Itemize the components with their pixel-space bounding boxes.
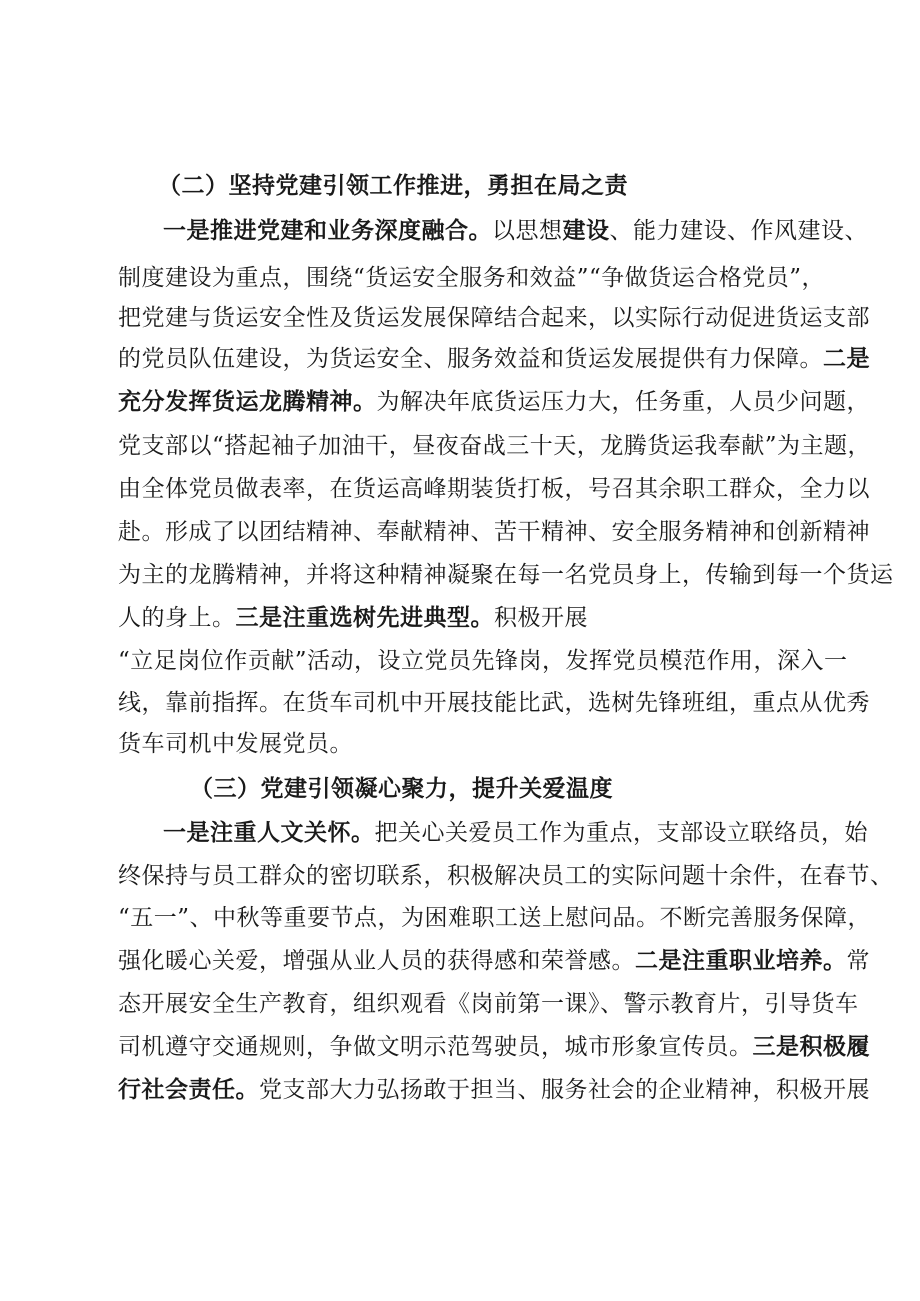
section-2-heading: （二）坚持党建引领工作推进，勇担在局之责 bbox=[158, 172, 628, 199]
text-run: 的党员队伍建设，为货运安全、服务效益和货运发展提供有力保障。 bbox=[118, 346, 823, 372]
paragraph-line bbox=[163, 215, 868, 247]
text-run: 为主的龙腾精神，并将这种精神凝聚在每一名党员身上，传输到每一个货运 bbox=[118, 562, 894, 588]
text-run: “立足岗位作贡献”活动，设立党员先锋岗，发挥党员模范作用，深入一 bbox=[118, 648, 848, 674]
text-run: 把党建与货运安全性及货运发展保障结合起来，以实际行动促进货运支部 bbox=[118, 305, 870, 331]
text-run: 货车司机中发展党员。 bbox=[118, 731, 353, 757]
text-run: 司机遵守交通规则，争做文明示范驾驶员，城市形象宣传员。 bbox=[118, 1034, 753, 1060]
paragraph-line bbox=[118, 430, 871, 462]
text-run: 由全体党员做表率，在货运高峰期装货打板，号召其余职工群众，全力以 bbox=[118, 476, 870, 502]
paragraph-line bbox=[163, 817, 868, 849]
paragraph-line bbox=[118, 687, 870, 719]
bold-run: 一是注重人文关怀。 bbox=[163, 819, 375, 846]
bold-run: 一是推进党建和业务深度融合。 bbox=[163, 217, 492, 244]
text-run: “五一”、中秋等重要节点，为困难职工送上慰问品。不断完善服务保障， bbox=[118, 905, 872, 931]
bold-run: 三是积极履 bbox=[752, 1033, 870, 1060]
text-run: 人的身上。 bbox=[118, 605, 236, 631]
bold-run: 二是 bbox=[823, 345, 870, 372]
paragraph-line bbox=[118, 559, 894, 591]
paragraph-line bbox=[118, 728, 353, 760]
paragraph-line bbox=[118, 902, 871, 934]
text-run: 为解决年底货运压力大，任务重，人员少问题， bbox=[376, 389, 870, 415]
paragraph-line bbox=[118, 302, 870, 334]
paragraph-line bbox=[118, 473, 870, 505]
text-run: 党支部以“搭起袖子加油干，昼夜奋战三十天，龙腾货运我奉献”为主题， bbox=[118, 433, 872, 459]
text-run: 积极开展 bbox=[494, 605, 588, 631]
paragraph-line bbox=[118, 602, 588, 634]
section-3-heading: （三）党建引领凝心聚力，提升关爱温度 bbox=[190, 775, 613, 802]
paragraph-line bbox=[118, 516, 870, 548]
text-run: 党支部大力弘扬敢于担当、服务社会的企业精神，积极开展 bbox=[259, 1077, 870, 1103]
text-run: 线，靠前指挥。在货车司机中开展技能比武，选树先锋班组，重点从优秀 bbox=[118, 690, 870, 716]
text-run: 赴。形成了以团结精神、奉献精神、苦干精神、安全服务精神和创新精神 bbox=[118, 519, 870, 545]
text-run: 强化暖心关爱，增强从业人员的获得感和荣誉感。 bbox=[118, 948, 635, 974]
paragraph-line bbox=[118, 343, 870, 375]
bold-run: 二是注重职业培养。 bbox=[635, 947, 847, 974]
paragraph-line bbox=[118, 645, 848, 677]
paragraph-line bbox=[118, 1031, 870, 1063]
paragraph-line bbox=[118, 386, 870, 418]
paragraph-line bbox=[118, 988, 859, 1020]
bold-run: 三是注重选树先进典型。 bbox=[235, 604, 494, 631]
text-run: 态开展安全生产教育，组织观看《岗前第一课》、警示教育片，引导货车 bbox=[118, 991, 859, 1017]
bold-run: 建设 bbox=[562, 217, 610, 244]
text-run: 把关心关爱员工作为重点，支部设立联络员，始 bbox=[374, 820, 868, 846]
text-run: 、能力建设、作风建设、 bbox=[609, 218, 868, 244]
text-run: 终保持与员工群众的密切联系，积极解决员工的实际问题十余件，在春节、 bbox=[118, 863, 894, 889]
text-run: 以思想 bbox=[492, 218, 563, 244]
bold-run: 充分发挥货运龙腾精神。 bbox=[118, 388, 377, 415]
bold-run: 行社会责任。 bbox=[118, 1076, 259, 1103]
text-run: 制度建设为重点，围绕“货运安全服务和效益”“争做货运合格党员”， bbox=[118, 265, 826, 291]
paragraph-line bbox=[118, 945, 870, 977]
paragraph-line bbox=[118, 860, 894, 892]
paragraph-line bbox=[118, 1074, 870, 1106]
paragraph-line bbox=[118, 262, 825, 294]
text-run: 常 bbox=[846, 948, 870, 974]
